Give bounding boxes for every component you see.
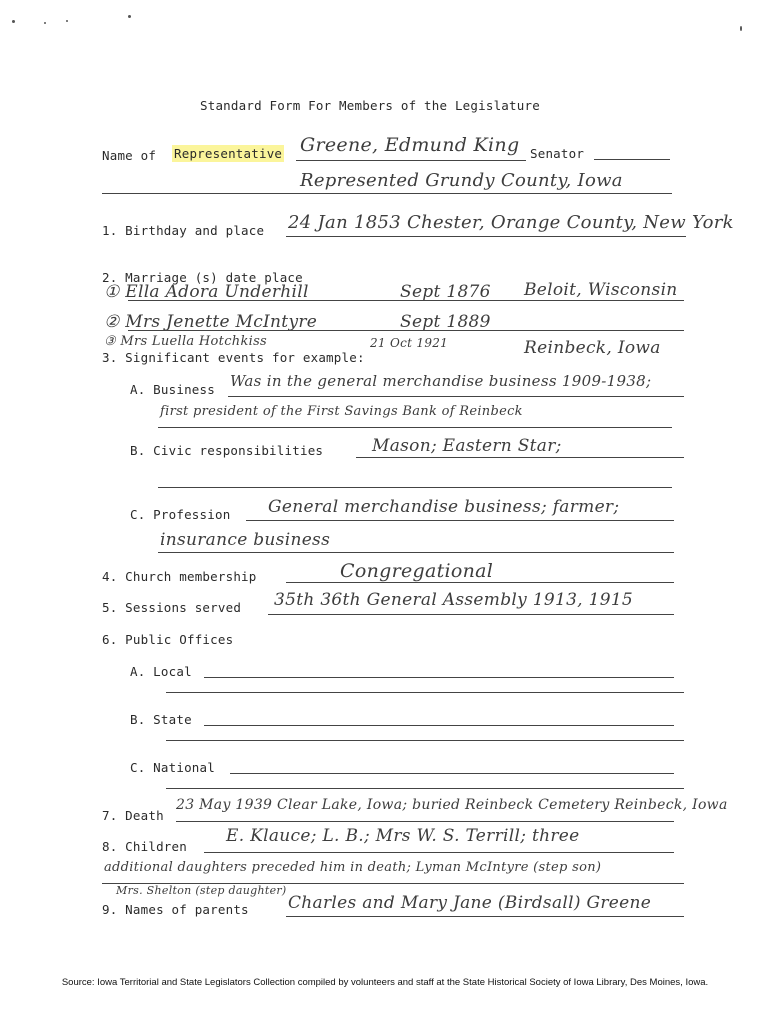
scan-speck (740, 26, 742, 31)
scan-speck (44, 22, 46, 24)
children-handwritten-2: additional daughters preceded him in death; Lyman McIntyre (step son) (104, 860, 602, 875)
children-handwritten-3: Mrs. Shelton (step daughter) (116, 884, 287, 897)
church-label: 4. Church membership (102, 569, 257, 584)
marriage-line-2 (128, 330, 684, 331)
state-line-1 (204, 725, 674, 726)
church-line (286, 582, 674, 583)
senator-label: Senator (530, 146, 585, 161)
civic-line-1 (356, 457, 684, 458)
scan-speck (12, 20, 15, 23)
sessions-label: 5. Sessions served (102, 600, 242, 615)
church-handwritten: Congregational (340, 560, 494, 582)
national-label: C. National (130, 760, 215, 775)
business-line-1 (228, 396, 684, 397)
children-label: 8. Children (102, 839, 187, 854)
representative-label: Representative (174, 146, 283, 161)
senator-line (594, 159, 670, 160)
state-line-2 (166, 740, 684, 741)
scan-speck (128, 15, 131, 18)
sessions-line (268, 614, 674, 615)
sessions-handwritten: 35th 36th General Assembly 1913, 1915 (274, 590, 634, 610)
death-handwritten: 23 May 1939 Clear Lake, Iowa; buried Reinbeck Cemetery Reinbeck, Iowa (176, 797, 728, 813)
form-title: Standard Form For Members of the Legislature (200, 98, 540, 113)
local-line-2 (166, 692, 684, 693)
profession-line-2 (158, 552, 674, 553)
birthday-line (286, 236, 686, 237)
offices-label: 6. Public Offices (102, 632, 234, 647)
profession-handwritten-1: General merchandise business; farmer; (268, 497, 620, 517)
birthday-label: 1. Birthday and place (102, 223, 265, 238)
national-line-1 (230, 773, 674, 774)
marriage-2-name: ② Mrs Jenette McIntyre (104, 312, 318, 332)
state-label: B. State (130, 712, 192, 727)
profession-handwritten-2: insurance business (160, 530, 331, 550)
local-label: A. Local (130, 664, 192, 679)
death-label: 7. Death (102, 808, 164, 823)
profession-label: C. Profession (130, 507, 231, 522)
profession-line-1 (246, 520, 674, 521)
civic-label: B. Civic responsibilities (130, 443, 324, 458)
national-line-2 (166, 788, 684, 789)
marriage-1-name: ① Ella Adora Underhill (104, 282, 309, 302)
marriage-3-place: Reinbeck, Iowa (524, 338, 661, 358)
name-second-line (102, 193, 672, 194)
name-label: Name of (102, 148, 157, 163)
civic-handwritten: Mason; Eastern Star; (372, 436, 562, 456)
represented-handwritten: Represented Grundy County, Iowa (300, 170, 623, 191)
business-label: A. Business (130, 382, 215, 397)
parents-line (286, 916, 684, 917)
children-handwritten-1: E. Klauce; L. B.; Mrs W. S. Terrill; three (226, 826, 580, 846)
marriage-label: 2. Marriage (s) date place (102, 270, 303, 285)
scan-speck (66, 20, 68, 22)
marriage-3-name: ③ Mrs Luella Hotchkiss (104, 334, 268, 349)
business-handwritten-1: Was in the general merchandise business 1909-1938; (230, 372, 652, 390)
business-handwritten-2: first president of the First Savings Bank of Reinbeck (160, 404, 523, 419)
events-label: 3. Significant events for example: (102, 350, 365, 365)
parents-handwritten: Charles and Mary Jane (Birdsall) Greene (288, 893, 652, 913)
children-line-1 (204, 852, 674, 853)
source-caption: Source: Iowa Territorial and State Legislators Collection compiled by volunteers and staff at the State Historical Society of Iowa Library, Des Moines, Iowa. (61, 977, 709, 988)
local-line-1 (204, 677, 674, 678)
business-line-2 (158, 427, 672, 428)
marriage-line-1 (128, 300, 684, 301)
parents-label: 9. Names of parents (102, 902, 249, 917)
marriage-1-date: Sept 1876 (400, 282, 491, 302)
marriage-2-date: Sept 1889 (400, 312, 491, 332)
birthday-handwritten: 24 Jan 1853 Chester, Orange County, New York (288, 212, 734, 233)
civic-line-2 (158, 487, 672, 488)
marriage-1-place: Beloit, Wisconsin (524, 280, 678, 300)
name-handwritten: Greene, Edmund King (300, 134, 520, 156)
marriage-3-date: 21 Oct 1921 (370, 336, 449, 350)
name-line (296, 160, 526, 161)
death-line (176, 821, 674, 822)
